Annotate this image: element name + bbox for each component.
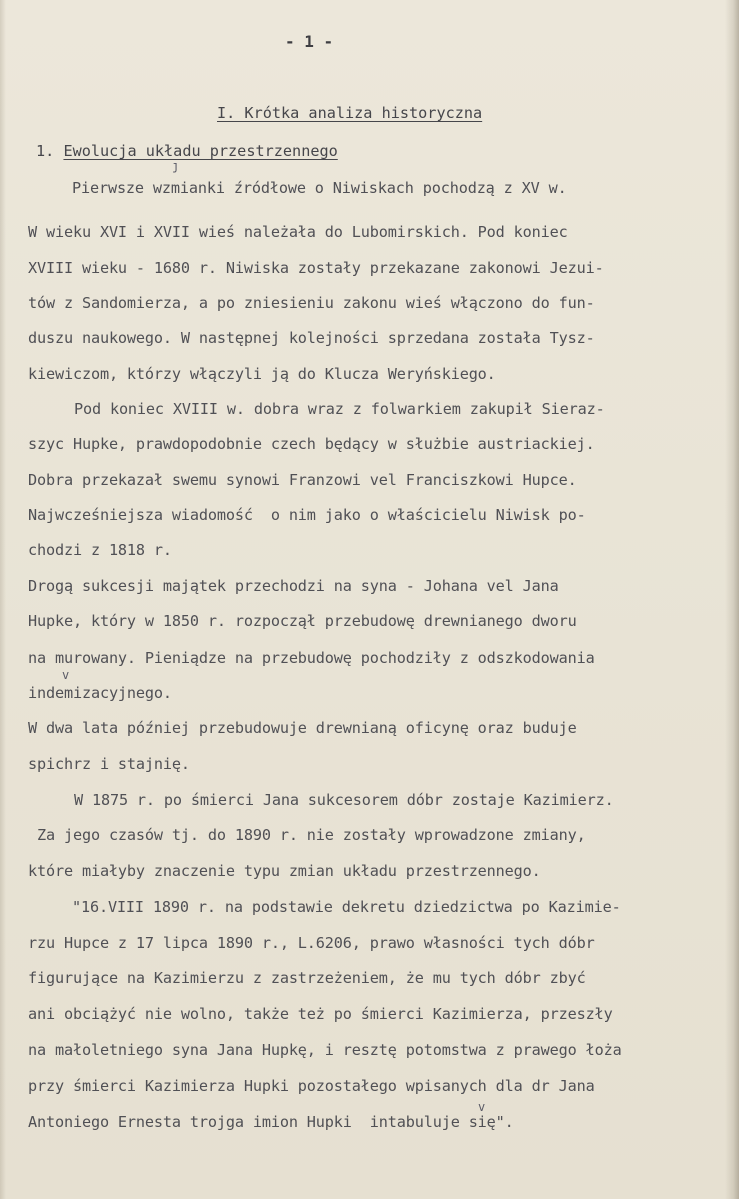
paper-right-edge [725, 0, 739, 1199]
text-line: W wieku XVI i XVII wieś należała do Lubomirskich. Pod koniec [28, 223, 568, 241]
text-line: Pod koniec XVIII w. dobra wraz z folwarkiem zakupił Sieraz- [38, 400, 605, 418]
section-title: I. Krótka analiza historyczna [217, 104, 483, 122]
text-line: chodzi z 1818 r. [28, 541, 172, 559]
text-line: Za jego czasów tj. do 1890 r. nie zostały wprowadzone zmiany, [28, 826, 586, 844]
text-line: Drogą sukcesji majątek przechodzi na syna - Johana vel Jana [28, 577, 559, 595]
text-line: Najwcześniejsza wiadomość o nim jako o właścicielu Niwisk po- [28, 506, 586, 524]
text-line: "16.VIII 1890 r. na podstawie dekretu dziedzictwa po Kazimie- [36, 898, 621, 916]
text-line: na murowany. Pieniądze na przebudowę pochodziły z odszkodowania [28, 649, 595, 667]
text-line: W dwa lata później przebudowuje drewnianą oficynę oraz buduje [28, 719, 577, 737]
text-line: tów z Sandomierza, a po zniesieniu zakonu wieś włączono do fun- [28, 294, 595, 312]
handwritten-mark: v [478, 1100, 486, 1114]
text-line: kiewiczom, którzy włączyli ją do Klucza Weryńskiego. [28, 365, 496, 383]
text-line: spichrz i stajnię. [28, 755, 190, 773]
text-line: Dobra przekazał swemu synowi Franzowi vel Franciszkowi Hupce. [28, 471, 577, 489]
text-line: przy śmierci Kazimierza Hupki pozostałego wpisanych dla dr Jana [28, 1077, 595, 1095]
paper-left-edge [0, 0, 6, 1199]
subsection-number: 1. [36, 142, 55, 160]
text-line: Hupke, który w 1850 r. rozpoczął przebudowę drewnianego dworu [28, 612, 577, 630]
text-line: Pierwsze wzmianki źródłowe o Niwiskach pochodzą z XV w. [36, 179, 567, 197]
text-line: rzu Hupce z 17 lipca 1890 r., L.6206, prawo własności tych dóbr [28, 934, 595, 952]
text-line: Antoniego Ernesta trojga imion Hupki intabuluje się". [28, 1113, 514, 1131]
text-line: na małoletniego syna Jana Hupkę, i resztę potomstwa z prawego łoża [28, 1041, 622, 1059]
text-line: figurujące na Kazimierzu z zastrzeżeniem, że mu tych dóbr zbyć [28, 969, 586, 987]
text-line: indemizacyjnego. [28, 684, 172, 702]
text-line: ani obciążyć nie wolno, także też po śmierci Kazimierza, przeszły [28, 1005, 613, 1023]
handwritten-mark: v [62, 668, 70, 682]
text-line: które miałyby znaczenie typu zmian układu przestrzennego. [28, 862, 541, 880]
text-line: W 1875 r. po śmierci Jana sukcesorem dóbr zostaje Kazimierz. [38, 791, 614, 809]
handwritten-mark: ȷ [172, 159, 180, 173]
page-number: - 1 - [285, 32, 334, 51]
text-line: XVIII wieku - 1680 r. Niwiska zostały przekazane zakonowi Jezui- [28, 259, 604, 277]
subsection-heading [36, 141, 338, 161]
text-line: szyc Hupke, prawdopodobnie czech będący w służbie austriackiej. [28, 435, 595, 453]
subsection-title: Ewolucja układu przestrzennego [63, 142, 338, 160]
text-line: duszu naukowego. W następnej kolejności sprzedana została Tysz- [28, 329, 595, 347]
